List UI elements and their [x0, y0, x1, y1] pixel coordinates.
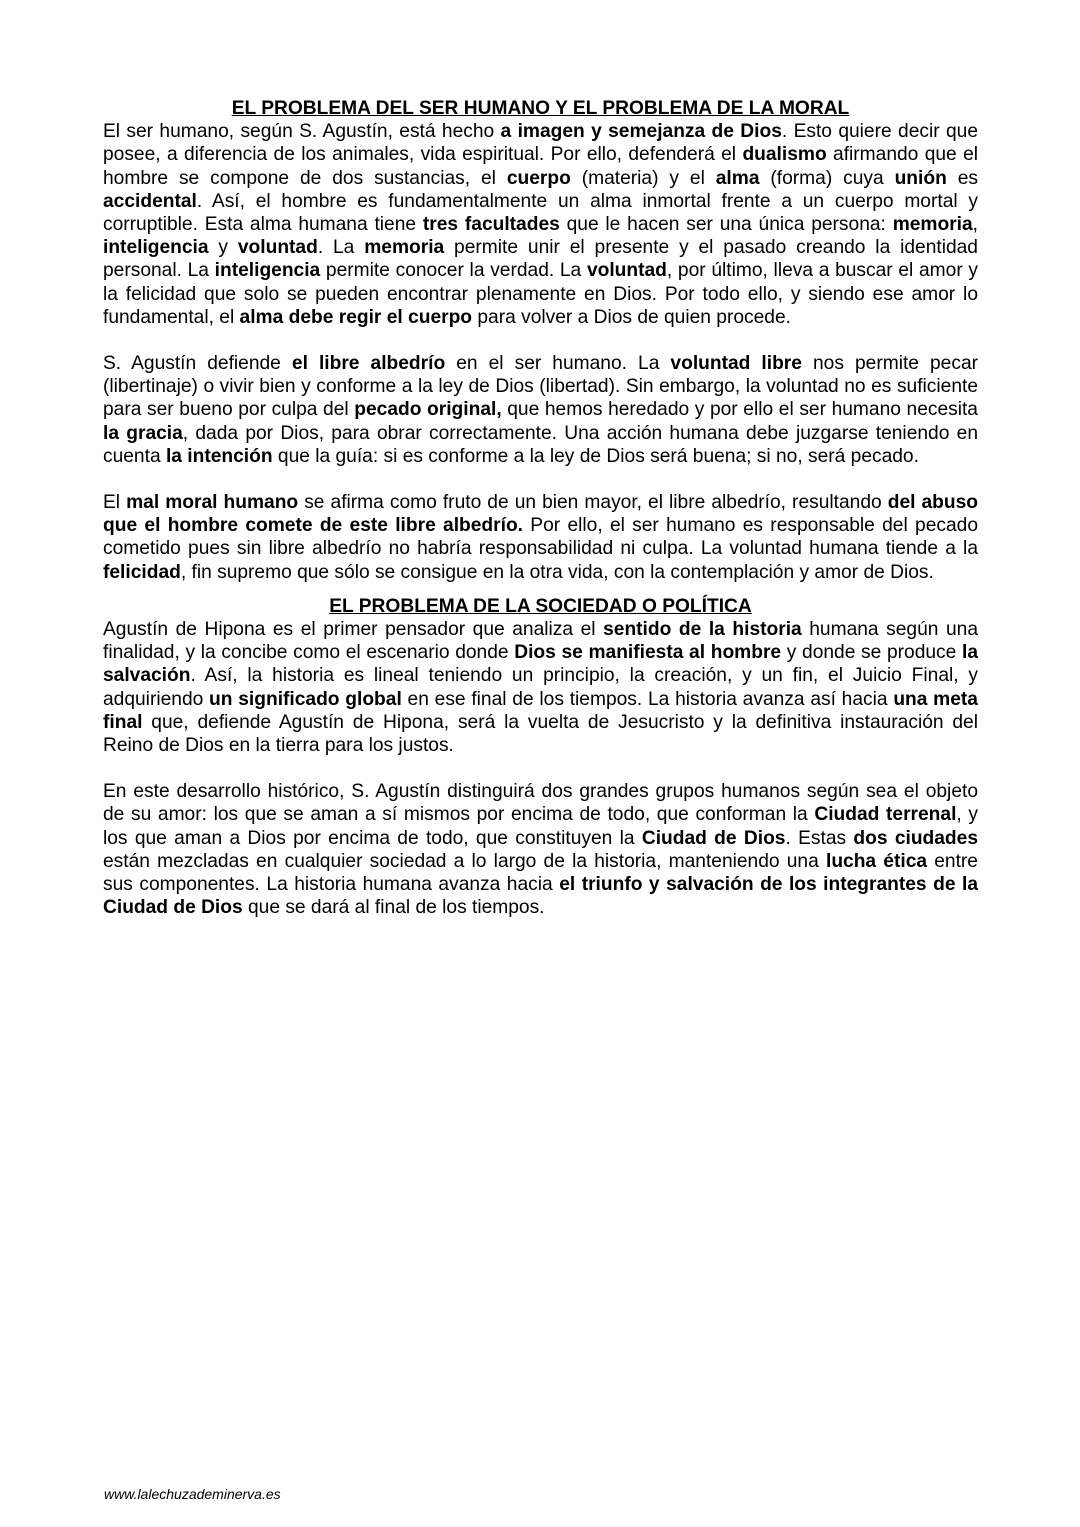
text-run: permite unir el presente y el pasado creando la identidad personal. La — [103, 237, 978, 282]
bold-text: Ciudad terrenal — [814, 804, 957, 826]
text-run: y donde se produce — [781, 642, 962, 664]
footer-website-link[interactable]: www.lalechuzademinerva.es — [104, 1486, 281, 1502]
text-run: , dada por Dios, para obrar correctamente. Una acción humana debe juzgarse teniendo en cuenta — [103, 422, 978, 467]
bold-text: dualismo — [742, 144, 827, 166]
bold-text: Dios se manifiesta al hombre — [514, 642, 782, 664]
section-title-human-moral: EL PROBLEMA DEL SER HUMANO Y EL PROBLEMA DE LA MORAL — [231, 98, 850, 119]
bold-text: felicidad — [103, 561, 181, 583]
text-run: , y los que aman a Dios por encima de todo, que constituyen la — [103, 804, 978, 849]
bold-text: una meta final — [103, 688, 978, 733]
text-run: nos permite pecar (libertinaje) o vivir bien y conforme a la ley de Dios (libertad). Sin embargo, la voluntad no es suficiente para ser bueno por culpa del — [103, 353, 978, 421]
text-run: que le hacen ser una única persona: — [559, 214, 893, 236]
text-run: afirmando que el hombre se compone de dos sustancias, el — [103, 144, 979, 189]
text-run: se afirma como fruto de un bien mayor, el libre albedrío, resultando — [298, 492, 888, 514]
section-title-society-politics: EL PROBLEMA DE LA SOCIEDAD O POLÍTICA — [329, 595, 752, 617]
text-run: . Estas — [785, 827, 854, 849]
bold-text: pecado original, — [354, 399, 502, 421]
paragraph — [103, 618, 978, 757]
bold-text: accidental — [103, 190, 197, 212]
text-run: que, defiende Agustín de Hipona, será la vuelta de Jesucristo y la definitiva instauración del Reino de Dios en la tierra para los justos. — [103, 711, 978, 757]
bold-text: tres facultades — [422, 214, 560, 236]
bold-text: voluntad — [586, 260, 667, 282]
bold-text: inteligencia — [103, 237, 209, 259]
text-run: y — [208, 237, 238, 259]
text-run: para volver a Dios de quien procede. — [472, 306, 791, 328]
text-run: en el ser humano. La — [445, 353, 671, 375]
bold-text: memoria — [364, 237, 445, 259]
bold-text: alma debe regir el cuerpo — [239, 306, 473, 328]
paragraph — [103, 352, 978, 468]
bold-text: el libre albedrío — [291, 353, 446, 375]
text-run: . Esto quiere decir que posee, a diferencia de los animales, vida espiritual. Por ello, defenderá el — [103, 121, 978, 166]
bold-text: del abuso que el hombre comete de este libre albedrío. — [103, 492, 978, 537]
text-run: . Así, la historia es lineal teniendo un principio, la creación, y un fin, el Juicio Final, y adquiriendo — [103, 665, 978, 710]
text-run: El ser humano, según S. Agustín, está hecho — [103, 121, 501, 143]
text-run: . La — [317, 237, 365, 259]
text-run: , por último, lleva a buscar el amor y la felicidad que solo se pueden encontrar plenamente en Dios. Por todo ello, y siendo ese amor lo fundamental, el — [103, 260, 978, 328]
text-run: Por ello, el ser humano es responsable del pecado cometido pues sin libre albedrío no habría responsabilidad ni culpa. La voluntad humana tiende a la — [103, 515, 978, 560]
text-run: que se dará al final de los tiempos. — [242, 897, 545, 919]
bold-text: mal moral humano — [126, 492, 299, 514]
bold-text: el triunfo y salvación de los integrantes de la Ciudad de Dios — [103, 874, 979, 919]
bold-text: la salvación — [103, 642, 978, 687]
bold-text: memoria — [892, 214, 973, 236]
paragraph — [103, 120, 978, 329]
bold-text: sentido de la historia — [603, 619, 802, 641]
text-run: En este desarrollo histórico, S. Agustín distinguirá dos grandes grupos humanos según sea el objeto de su amor: los que se aman a sí mismos por encima de todo, que conforman la — [103, 781, 978, 826]
text-run: . Así, el hombre es fundamentalmente un alma inmortal frente a un cuerpo mortal y corruptible. Esta alma humana tiene — [103, 190, 978, 236]
bold-text: la intención — [165, 445, 273, 467]
document-body — [103, 97, 978, 920]
text-run: en ese final de los tiempos. La historia avanza así hacia — [401, 688, 894, 710]
text-run: humana según una finalidad, y la concibe como el escenario donde — [103, 619, 979, 664]
text-run: que la guía: si es conforme a la ley de Dios será buena; si no, será pecado. — [272, 445, 919, 467]
bold-text: alma — [715, 167, 760, 189]
bold-text: cuerpo — [506, 167, 571, 189]
bold-text: dos ciudades — [853, 827, 978, 849]
text-run: que hemos heredado y por ello el ser humano necesita — [501, 399, 978, 421]
paragraph — [103, 491, 978, 584]
paragraph — [103, 780, 978, 919]
bold-text: Ciudad de Dios — [641, 827, 786, 849]
text-run: (materia) y el — [570, 167, 716, 189]
paragraph-spacer — [103, 329, 978, 352]
paragraph-spacer — [103, 468, 978, 491]
paragraph-spacer — [103, 584, 978, 595]
text-run: entre sus componentes. La historia humana avanza hacia — [103, 850, 978, 896]
bold-text: a imagen y semejanza de Dios — [500, 121, 782, 143]
bold-text: inteligencia — [214, 260, 321, 282]
bold-text: voluntad libre — [670, 353, 802, 375]
bold-text: unión — [894, 167, 947, 189]
text-run: permite conocer la verdad. La — [320, 260, 587, 282]
bold-text: la gracia — [103, 422, 183, 444]
text-run: (forma) cuya — [759, 167, 895, 189]
text-run: S. Agustín defiende — [103, 353, 292, 375]
bold-text: voluntad — [237, 237, 318, 259]
text-run: están mezcladas en cualquier sociedad a lo largo de la historia, manteniendo una — [103, 850, 826, 872]
text-run: , fin supremo que sólo se consigue en la otra vida, con la contemplación y amor de Dios. — [180, 561, 934, 583]
text-run: Agustín de Hipona es el primer pensador que analiza el — [103, 619, 604, 641]
text-run: es — [946, 167, 978, 189]
paragraph-spacer — [103, 757, 978, 780]
text-run: El — [103, 492, 127, 514]
bold-text: lucha ética — [825, 850, 928, 872]
bold-text: un significado global — [209, 688, 402, 710]
text-run: , — [972, 214, 979, 236]
